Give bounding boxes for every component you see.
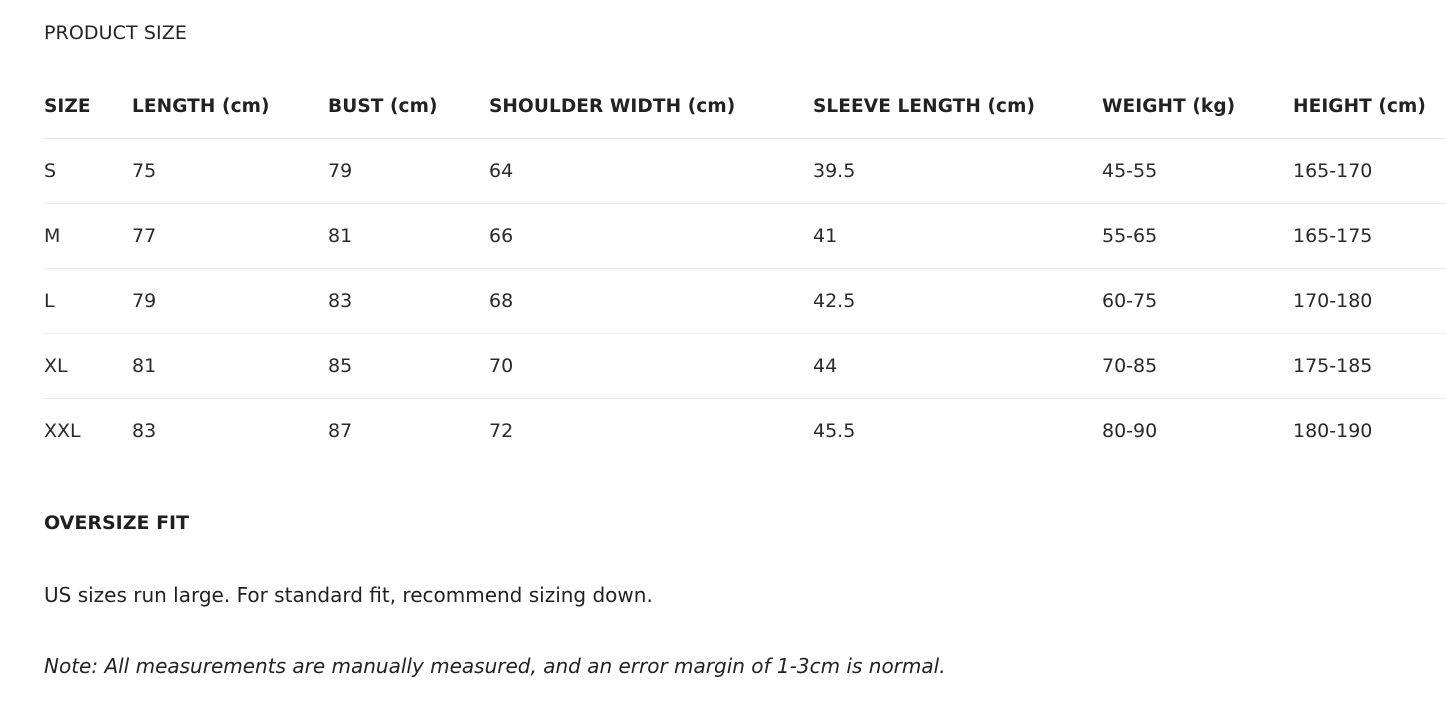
header-size: SIZE (44, 74, 132, 139)
table-row (44, 204, 1446, 269)
cell-weight: 55-65 (1102, 204, 1293, 269)
cell-weight: 45-55 (1102, 139, 1293, 204)
cell-length: 81 (132, 334, 328, 399)
cell-height: 180-190 (1293, 420, 1373, 442)
cell-shoulder-width: 66 (489, 204, 813, 269)
cell-size: S (44, 139, 132, 204)
cell-weight: 60-75 (1102, 269, 1293, 334)
cell-size: L (44, 269, 132, 334)
cell-height: 165-175 (1293, 204, 1446, 269)
cell-shoulder-width: 72 (489, 420, 514, 442)
measurement-note: Note: All measurements are manually measured, and an error margin of 1-3cm is normal. (44, 654, 946, 678)
cell-length: 79 (132, 269, 328, 334)
table-row (44, 334, 1446, 399)
cell-length: 77 (132, 204, 328, 269)
cell-sleeve-length: 44 (813, 334, 1102, 399)
cell-bust: 85 (328, 334, 489, 399)
cell-size: XXL (44, 420, 81, 442)
cell-shoulder-width: 70 (489, 334, 813, 399)
cell-length: 75 (132, 139, 328, 204)
cell-sleeve-length: 45.5 (813, 420, 856, 442)
cell-size: M (44, 204, 132, 269)
cell-bust: 83 (328, 269, 489, 334)
table-row (44, 399, 1446, 464)
cell-shoulder-width: 68 (489, 269, 813, 334)
cell-height: 170-180 (1293, 269, 1446, 334)
section-title: PRODUCT SIZE (44, 22, 187, 44)
size-table (44, 74, 1446, 463)
header-sleeve-length: SLEEVE LENGTH (cm) (813, 74, 1102, 139)
header-height: HEIGHT (cm) (1293, 74, 1446, 139)
cell-sleeve-length: 41 (813, 204, 1102, 269)
cell-weight: 80-90 (1102, 420, 1158, 442)
header-shoulder-width: SHOULDER WIDTH (cm) (489, 74, 813, 139)
cell-bust: 81 (328, 204, 489, 269)
cell-shoulder-width: 64 (489, 139, 813, 204)
table-row (44, 269, 1446, 334)
header-bust: BUST (cm) (328, 74, 489, 139)
cell-bust: 79 (328, 139, 489, 204)
cell-sleeve-length: 39.5 (813, 139, 1102, 204)
cell-height: 165-170 (1293, 139, 1446, 204)
fit-description: US sizes run large. For standard fit, recommend sizing down. (44, 583, 653, 607)
header-weight: WEIGHT (kg) (1102, 74, 1293, 139)
table-header-row (44, 74, 1446, 139)
cell-height: 175-185 (1293, 334, 1446, 399)
header-length: LENGTH (cm) (132, 74, 328, 139)
table-row (44, 139, 1446, 204)
cell-weight: 70-85 (1102, 334, 1293, 399)
cell-bust: 87 (328, 420, 353, 442)
cell-length: 83 (132, 420, 157, 442)
cell-size: XL (44, 334, 132, 399)
cell-sleeve-length: 42.5 (813, 269, 1102, 334)
fit-title: OVERSIZE FIT (44, 512, 190, 534)
